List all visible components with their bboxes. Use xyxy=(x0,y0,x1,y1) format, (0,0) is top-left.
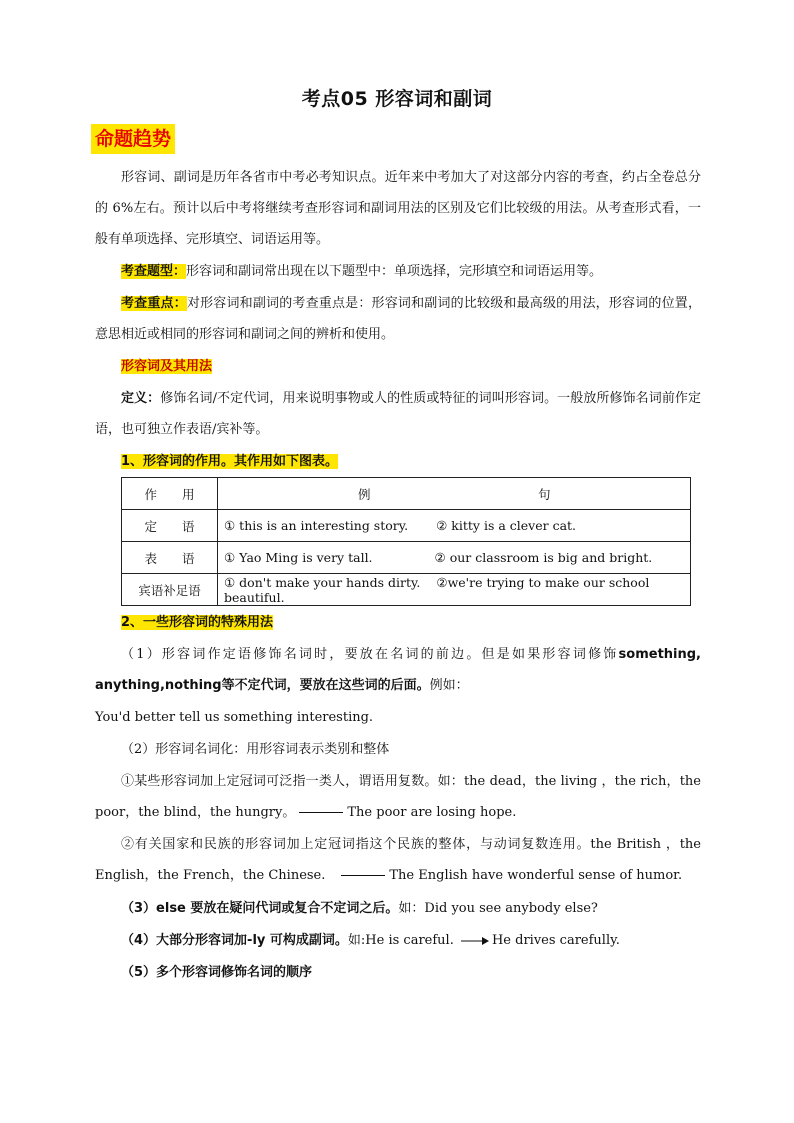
rule1-example: You'd better tell us something interesting. xyxy=(95,710,374,725)
rule3-example: 如：Did you see anybody else? xyxy=(398,901,598,916)
rule1-text-c: 等不定代词，要放在这些词的后面。 xyxy=(221,678,430,693)
table-cell-examples xyxy=(218,510,691,542)
exam-type-text: 形容词和副词常出现在以下题型中：单项选择，完形填空和词语运用等。 xyxy=(186,264,603,279)
table-header-example-a: 例 xyxy=(358,487,371,502)
definition-text: 修饰名词/不定代词，用来说明事物或人的性质或特征的词叫形容词。一般放所修饰名词前作定语，也可独立作表语/宾补等。 xyxy=(95,391,701,437)
rule2-1-example: The poor are losing hope. xyxy=(347,805,517,820)
table-row xyxy=(122,510,691,542)
rule4-paragraph xyxy=(95,925,701,956)
dash-line xyxy=(341,875,385,876)
table-cell-function: 表 语 xyxy=(122,542,218,574)
exam-focus-paragraph xyxy=(95,288,701,350)
table-example-2: ②we're trying to make our school beautiful. xyxy=(224,574,650,605)
adj-heading-line xyxy=(95,351,701,382)
table-example-2: ② our classroom is big and bright. xyxy=(434,550,653,565)
table-header-example xyxy=(218,478,691,510)
rule1-paragraph xyxy=(95,639,701,701)
adj-heading: 形容词及其用法 xyxy=(121,359,213,374)
rule5-line xyxy=(95,957,701,988)
table-row xyxy=(122,574,691,606)
table-example-1: ① this is an interesting story. xyxy=(224,518,409,533)
exam-focus-text: 对形容词和副词的考查重点是：形容词和副词的比较级和最高级的用法，形容词的位置，意思相近或相同的形容词和副词之间的辨析和使用。 xyxy=(95,296,701,342)
rule4-example-b: He drives carefully. xyxy=(491,933,620,948)
table-header-example-b: 句 xyxy=(538,487,551,502)
arrow-right-icon xyxy=(460,936,490,946)
table-cell-function: 定 语 xyxy=(122,510,218,542)
sub1-heading-line xyxy=(95,446,701,477)
rule4-example-a: 如:He is careful. xyxy=(347,933,454,948)
rule2-2-example: The English have wonderful sense of humor. xyxy=(389,868,683,883)
exam-focus-label: 考查重点： xyxy=(121,296,187,311)
sub1-heading: 1、形容词的作用。其作用如下图表。 xyxy=(121,454,339,469)
table-header-function: 作 用 xyxy=(122,478,218,510)
rule1-text-d: 例如： xyxy=(429,678,469,693)
exam-type-label: 考查题型： xyxy=(121,264,187,279)
sub2-heading: 2、一些形容词的特殊用法 xyxy=(121,615,274,630)
rule3-text: （3）else 要放在疑问代词或复合不定词之后。 xyxy=(121,901,399,916)
rule2-line: （2）形容词名词化：用形容词表示类别和整体 xyxy=(121,742,390,757)
rule3-paragraph xyxy=(95,893,701,924)
table-cell-examples xyxy=(218,574,691,606)
rule1-text-a: （1）形容词作定语修饰名词时，要放在名词的前边。但是如果形容词修饰 xyxy=(121,647,619,662)
definition-label: 定义： xyxy=(121,391,161,406)
rule2-1-text: ①某些形容词加上定冠词可泛指一类人，谓语用复数。如：the dead，the living ，the rich，the poor，the blind，the hungry。 xyxy=(95,774,701,820)
rule2-2-text: ②有关国家和民族的形容词加上定冠词指这个民族的整体，与动词复数连用。the British ，the English，the French，the Chinese. xyxy=(95,837,701,883)
table-cell-function: 宾语补足语 xyxy=(122,574,218,606)
rule5-text: （5）多个形容词修饰名词的顺序 xyxy=(121,965,313,980)
dash-line xyxy=(299,812,343,813)
exam-type-paragraph xyxy=(95,256,701,287)
table-example-2: ② kitty is a clever cat. xyxy=(436,518,577,533)
adjective-function-table xyxy=(121,477,691,606)
table-header-row xyxy=(122,478,691,510)
rule2-2-paragraph xyxy=(95,829,701,891)
sub2-heading-line xyxy=(95,607,701,638)
table-example-1: ① Yao Ming is very tall. xyxy=(224,550,373,565)
intro-paragraph: 形容词、副词是历年各省市中考必考知识点。近年来中考加大了对这部分内容的考查，约占全卷总分的 6%左右。预计以后中考将继续考查形容词和副词用法的区别及它们比较级的用法。从考查形式看，一般有单项选择、完形填空、词语运用等。 xyxy=(95,170,701,247)
definition-paragraph xyxy=(95,383,701,445)
section-badge: 命题趋势 xyxy=(91,124,175,154)
table-example-1: ① don't make your hands dirty. xyxy=(224,574,421,590)
rule4-text: （4）大部分形容词加-ly 可构成副词。 xyxy=(121,933,348,948)
rule1-text-b: something, anything,nothing xyxy=(95,647,701,693)
table-cell-examples xyxy=(218,542,691,574)
rule2-1-paragraph xyxy=(95,766,701,828)
table-row xyxy=(122,542,691,574)
page-title: 考点05 形容词和副词 xyxy=(301,88,493,110)
